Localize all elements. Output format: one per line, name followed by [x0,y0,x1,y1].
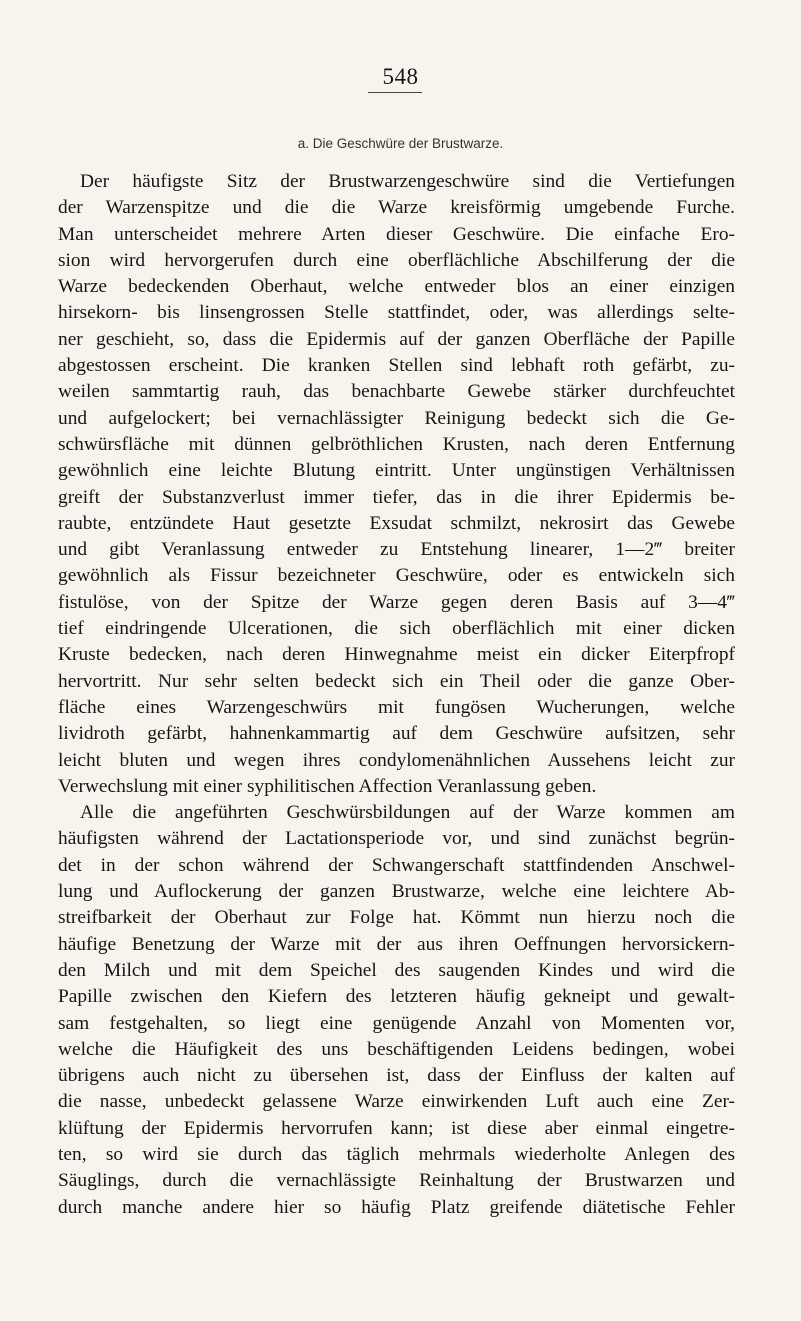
text-line: der Warzenspitze und die die Warze kreisförmig umgebende Furche. [58,197,735,219]
text-line: weilen sammtartig rauh, das benachbarte Gewebe stärker durchfeuchtet [58,381,735,403]
text-line: tief eindringende Ulcerationen, die sich oberflächlich mit einer dicken [58,618,735,640]
text-line: gewöhnlich als Fissur bezeichneter Geschwüre, oder es entwickeln sich [58,565,735,587]
text-line: Alle die angeführten Geschwürsbildungen auf der Warze kommen am [80,802,735,824]
text-line: Papille zwischen den Kiefern des letzteren häufig gekneipt und gewalt- [58,986,735,1008]
text-line: leicht bluten und wegen ihres condylomenähnlichen Aussehens leicht zur [58,749,735,771]
text-line: abgestossen erscheint. Die kranken Stellen sind lebhaft roth gefärbt, zu- [58,355,735,377]
text-line: fistulöse, von der Spitze der Warze gegen deren Basis auf 3—4‴ [58,591,735,613]
body-text [58,169,735,1221]
text-line: Man unterscheidet mehrere Arten dieser Geschwüre. Die einfache Ero- [58,223,735,245]
text-line: häufigsten während der Lactationsperiode vor, und sind zunächst begrün- [58,828,735,850]
section-heading: a. Die Geschwüre der Brustwarze. [297,136,504,151]
text-line: und aufgelockert; bei vernachlässigter Reinigung bedeckt sich die Ge- [58,407,735,429]
text-line: sion wird hervorgerufen durch eine oberflächliche Abschilferung der die [58,249,735,271]
text-line: lividroth gefärbt, hahnenkammartig auf dem Geschwüre aufsitzen, sehr [58,723,735,745]
text-line: streifbarkeit der Oberhaut zur Folge hat. Kömmt nun hierzu noch die [58,907,735,929]
text-line: klüftung der Epidermis hervorrufen kann; ist diese aber einmal eingetre- [58,1117,735,1139]
text-line: hervortritt. Nur sehr selten bedeckt sich ein Theil oder die ganze Ober- [58,670,735,692]
text-line: Warze bedeckenden Oberhaut, welche entweder blos an einer einzigen [58,276,735,298]
text-line: den Milch und mit dem Speichel des saugenden Kindes und wird die [58,959,735,981]
text-line: greift der Substanzverlust immer tiefer, das in die ihrer Epidermis be- [58,486,735,508]
text-line: raubte, entzündete Haut gesetzte Exsudat schmilzt, nekrosirt das Gewebe [58,512,735,534]
text-line: ten, so wird sie durch das täglich mehrmals wiederholte Anlegen des [58,1143,735,1165]
page-number: 548 [382,64,419,89]
text-line: sam festgehalten, so liegt eine genügende Anzahl von Momenten vor, [58,1012,735,1034]
text-line: welche die Häufigkeit des uns beschäftigenden Leidens bedingen, wobei [58,1038,735,1060]
text-line: durch manche andere hier so häufig Platz greifende diätetische Fehler [58,1196,735,1218]
text-line: Verwechslung mit einer syphilitischen Affection Veranlassung geben. [58,775,597,797]
text-line: schwürsfläche mit dünnen gelbröthlichen Krusten, nach deren Entfernung [58,433,735,455]
text-line: die nasse, unbedeckt gelassene Warze einwirkenden Luft auch eine Zer- [58,1091,735,1113]
text-line: fläche eines Warzengeschwürs mit fungösen Wucherungen, welche [58,696,735,718]
page-number-rule [368,92,422,93]
text-line: lung und Auflockerung der ganzen Brustwarze, welche eine leichtere Ab- [58,881,735,903]
text-line: Der häufigste Sitz der Brustwarzengeschwüre sind die Vertiefungen [80,171,735,192]
text-line: Kruste bedecken, nach deren Hinwegnahme meist ein dicker Eiterpfropf [58,644,735,666]
text-line: übrigens auch nicht zu übersehen ist, dass der Einfluss der kalten auf [58,1065,735,1087]
text-line: häufige Benetzung der Warze mit der aus ihren Oeffnungen hervorsickern- [58,933,735,955]
text-line: hirsekorn- bis linsengrossen Stelle stattfindet, oder, was allerdings selte- [58,302,735,324]
text-line: ner geschieht, so, dass die Epidermis auf der ganzen Oberfläche der Papille [58,328,735,350]
text-line: und gibt Veranlassung entweder zu Entstehung linearer, 1—2‴ breiter [58,539,735,561]
text-line: det in der schon während der Schwangerschaft stattfindenden Anschwel- [58,854,735,876]
text-line: Säuglings, durch die vernachlässigte Reinhaltung der Brustwarzen und [58,1170,735,1192]
text-line: gewöhnlich eine leichte Blutung eintritt. Unter ungünstigen Verhältnissen [58,460,735,482]
